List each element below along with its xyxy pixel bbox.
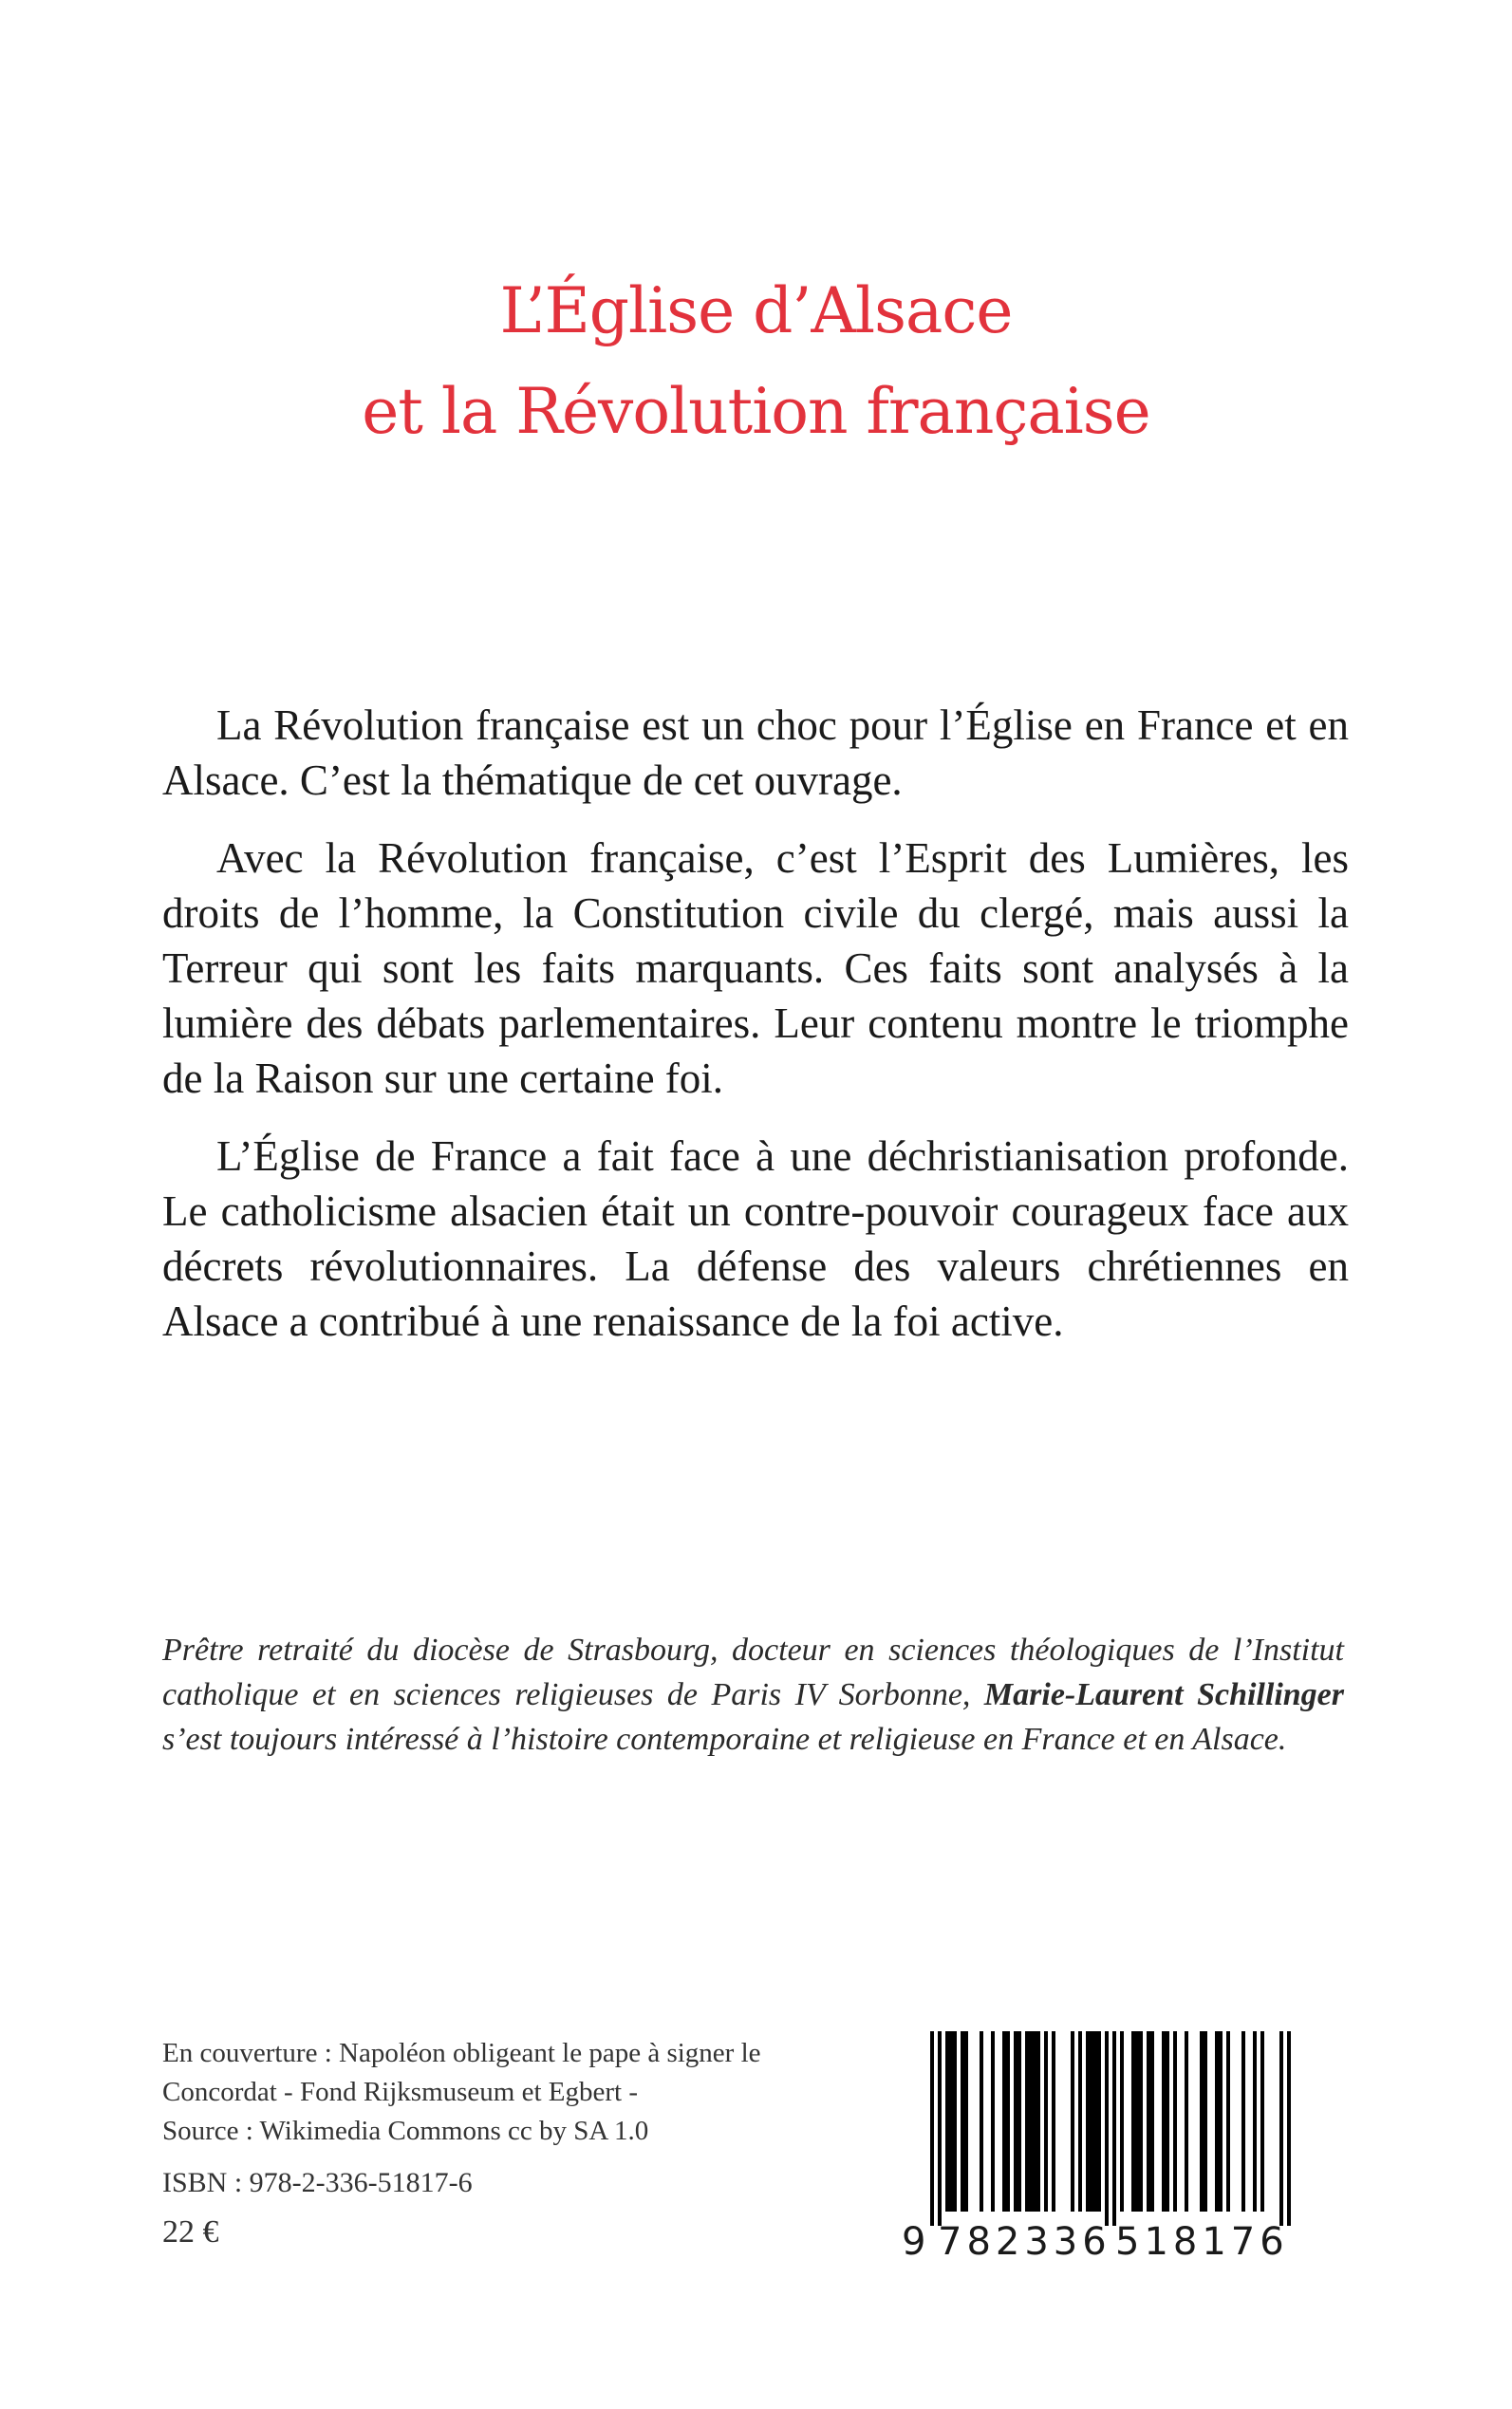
barcode-bar	[961, 2031, 964, 2212]
barcode-bar	[1279, 2031, 1283, 2226]
barcode-bar	[1086, 2031, 1090, 2212]
credits-line-2: Concordat - Fond Rijksmuseum et Egbert -	[162, 2077, 638, 2107]
barcode-bar	[1162, 2031, 1166, 2212]
barcode-bar	[1173, 2031, 1177, 2212]
summary-paragraph-2: Avec la Révolution française, c’est l’Esprit des Lumières, les droits de l’homme, la Constitution civile du clergé, mais aussi la Terreur qui sont les faits marquants. Ces faits sont analysés à la lumière des débats parlementaires. Leur contenu montre le triomphe de la Raison sur une certaine foi.	[162, 834, 1349, 1102]
barcode-bar	[1078, 2031, 1082, 2212]
barcode-bar	[1185, 2031, 1188, 2212]
barcode-bar	[1033, 2031, 1036, 2212]
barcode-bar	[980, 2031, 983, 2212]
title-line-1: L’Église d’Alsace	[499, 274, 1013, 347]
price-label: 22 €	[162, 2214, 219, 2250]
summary-paragraph-1: La Révolution française est un choc pour l’Église en France et en Alsace. C’est la thématique de cet ouvrage.	[162, 701, 1349, 804]
barcode-bar	[991, 2031, 995, 2212]
barcode-right-digits: 518176	[1115, 2220, 1289, 2264]
barcode-bar	[1147, 2031, 1150, 2212]
barcode-bar	[1014, 2031, 1017, 2212]
barcode-bar	[1219, 2031, 1223, 2212]
barcode-bar	[1002, 2031, 1006, 2212]
barcode-first-digit: 9	[902, 2220, 926, 2264]
barcode-bar	[1105, 2031, 1109, 2226]
barcode-bar	[1135, 2031, 1139, 2212]
barcode-bar	[1287, 2031, 1291, 2226]
barcode-bar	[1241, 2031, 1245, 2212]
title-line-2: et la Révolution française	[362, 375, 1150, 448]
barcode-bar	[964, 2031, 968, 2212]
barcode-bar	[1052, 2031, 1055, 2212]
barcode-bar	[938, 2031, 942, 2226]
barcode-bar	[1120, 2031, 1124, 2212]
bio-text-after: s’est toujours intéressé à l’histoire contemporaine et religieuse en France et en Alsace.	[162, 1722, 1287, 1757]
barcode-bar	[1029, 2031, 1033, 2212]
barcode-bar	[1006, 2031, 1010, 2212]
barcode-bar	[1150, 2031, 1154, 2212]
barcode-bar	[1090, 2031, 1093, 2212]
author-bio	[162, 1628, 1344, 1762]
barcode-bar	[1200, 2031, 1204, 2212]
barcode-bar	[1036, 2031, 1040, 2212]
isbn-barcode	[902, 2031, 1319, 2264]
barcode-bars	[902, 2031, 1319, 2226]
barcode-bar	[1017, 2031, 1021, 2212]
barcode-bar	[1215, 2031, 1219, 2212]
barcode-bar	[1131, 2031, 1135, 2212]
summary-paragraph-3: L’Église de France a fait face à une déchristianisation profonde. Le catholicisme alsacien était un contre-pouvoir courageux face aux décrets révolutionnaires. La défense des valeurs chrétiennes en Alsace a contribué à une renaissance de la foi active.	[162, 1132, 1349, 1345]
barcode-bar	[930, 2031, 934, 2226]
barcode-bar	[1253, 2031, 1257, 2212]
bio-text-before: Prêtre retraité du diocèse de Strasbourg, docteur en sciences théologiques de l’Institut catholique et en sciences religieuses de Paris IV Sorbonne,	[162, 1633, 1344, 1712]
barcode-bar	[1025, 2031, 1029, 2212]
barcode-bar	[1044, 2031, 1048, 2212]
credits-line-1: En couverture : Napoléon obligeant le pape à signer le	[162, 2038, 761, 2068]
barcode-bar	[1139, 2031, 1143, 2212]
credits-line-3: Source : Wikimedia Commons cc by SA 1.0	[162, 2116, 649, 2146]
isbn-label: ISBN : 978-2-336-51817-6	[162, 2167, 473, 2198]
book-title	[0, 261, 1512, 462]
author-name: Marie-Laurent Schillinger	[983, 1677, 1344, 1712]
barcode-left-digits: 782336	[938, 2220, 1111, 2264]
barcode-bar	[1166, 2031, 1169, 2212]
barcode-bar	[945, 2031, 949, 2212]
barcode-bar	[1226, 2031, 1230, 2212]
book-summary	[162, 698, 1349, 1372]
barcode-bar	[949, 2031, 953, 2212]
barcode-bar	[1093, 2031, 1097, 2212]
barcode-bar	[1112, 2031, 1116, 2226]
barcode-bar	[1097, 2031, 1101, 2212]
barcode-bar	[1071, 2031, 1074, 2212]
cover-credits	[162, 2034, 827, 2151]
barcode-bar	[1204, 2031, 1207, 2212]
barcode-bar	[1260, 2031, 1264, 2212]
barcode-bar	[953, 2031, 957, 2212]
